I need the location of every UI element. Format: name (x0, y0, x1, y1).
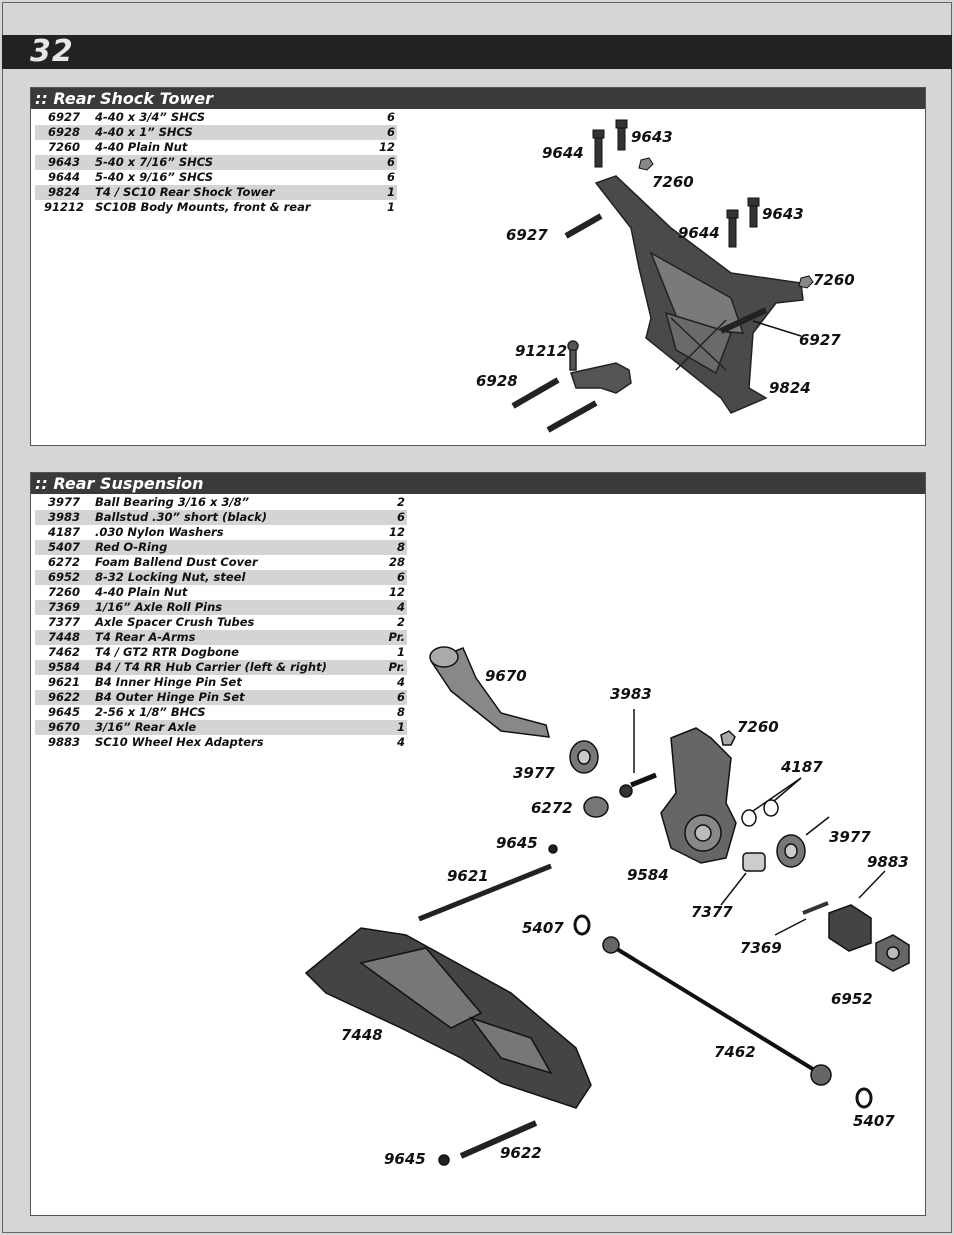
callout-label: 9643 (762, 205, 804, 223)
part-number: 9824 (35, 185, 93, 200)
callout-label: 6927 (799, 331, 841, 349)
lock-nut-part (876, 935, 909, 971)
callout-label: 91212 (515, 342, 568, 360)
part-quantity: 1 (386, 200, 395, 214)
callout-label: 9670 (485, 667, 527, 685)
callout-label: 6927 (506, 226, 548, 244)
part-number: 7260 (47, 140, 80, 154)
part-description: 4-40 Plain Nut (95, 140, 188, 154)
part-quantity: 2 (396, 615, 405, 629)
hub-carrier-part (661, 728, 736, 863)
callout-label: 7260 (813, 271, 855, 289)
part-quantity: 6 (345, 155, 397, 170)
part-number: 7377 (47, 615, 80, 629)
part-number: 4187 (47, 525, 80, 539)
callout-label: 9644 (678, 224, 720, 242)
part-description: Red O-Ring (93, 540, 365, 555)
part-number: 3977 (47, 495, 80, 509)
page-header-bar (2, 35, 952, 69)
rear-suspension-panel (30, 472, 926, 1216)
body-mount-part (568, 341, 631, 393)
part-number: 9883 (47, 735, 80, 749)
bearing-part (777, 835, 805, 867)
part-number: 7260 (47, 585, 80, 599)
part-description: B4 Outer Hinge Pin Set (93, 690, 365, 705)
rear-axle-part (430, 647, 549, 737)
part-description: T4 / GT2 RTR Dogbone (95, 645, 239, 659)
part-quantity: 4 (365, 600, 407, 615)
callout-label: 9824 (769, 379, 811, 397)
callout-label: 7260 (737, 718, 779, 736)
callout-label: 5407 (853, 1112, 895, 1130)
part-description: T4 / SC10 Rear Shock Tower (93, 185, 345, 200)
part-description: 4-40 x 3/4” SHCS (95, 110, 206, 124)
callout-label: 9584 (627, 866, 669, 884)
part-quantity: 28 (388, 555, 405, 569)
part-quantity: 8 (365, 540, 407, 555)
callout-label: 9643 (631, 128, 673, 146)
callout-label: 5407 (522, 919, 564, 937)
rear-shock-tower-panel (30, 87, 926, 446)
hex-adapter-part (829, 905, 871, 951)
part-description: 4-40 x 1” SHCS (93, 125, 345, 140)
callout-label: 9622 (500, 1144, 542, 1162)
part-description: Ball Bearing 3/16 x 3/8” (95, 495, 250, 509)
callout-label: 7377 (691, 903, 733, 921)
callout-label: 6272 (531, 799, 573, 817)
callout-label: 9621 (447, 867, 489, 885)
part-number: 9622 (35, 690, 93, 705)
dogbone-part (603, 937, 831, 1085)
part-quantity: Pr. (365, 630, 407, 645)
part-number: 6928 (35, 125, 93, 140)
part-quantity: 12 (388, 525, 405, 539)
part-description: 5-40 x 9/16” SHCS (95, 170, 214, 184)
callout-label: 9883 (867, 853, 909, 871)
callout-label: 9645 (384, 1150, 426, 1168)
callout-label: 9645 (496, 834, 538, 852)
callout-label: 6928 (476, 372, 518, 390)
part-description: 5-40 x 7/16” SHCS (93, 155, 345, 170)
part-description: .030 Nylon Washers (95, 525, 224, 539)
part-number: 9644 (47, 170, 80, 184)
part-quantity: 2 (396, 495, 405, 509)
part-number: 9643 (35, 155, 93, 170)
part-quantity: 6 (386, 110, 395, 124)
callout-label: 7462 (714, 1043, 756, 1061)
callout-label: 3977 (829, 828, 871, 846)
part-description: 4-40 Plain Nut (95, 585, 188, 599)
part-description: 8-32 Locking Nut, steel (93, 570, 365, 585)
part-quantity: 12 (388, 585, 405, 599)
part-description: Foam Ballend Dust Cover (95, 555, 258, 569)
part-number: 5407 (35, 540, 93, 555)
part-description: B4 Inner Hinge Pin Set (95, 675, 242, 689)
part-number: 7462 (47, 645, 80, 659)
part-quantity: 6 (386, 170, 395, 184)
part-number: 3983 (35, 510, 93, 525)
part-description: 3/16” Rear Axle (93, 720, 365, 735)
part-quantity: Pr. (365, 660, 407, 675)
rear-suspension-exploded-diagram (31, 473, 925, 1215)
section-title: :: Rear Suspension (35, 474, 204, 493)
crush-tube-part (743, 853, 765, 871)
part-number: 91212 (43, 200, 84, 214)
part-description: Ballstud .30” short (black) (93, 510, 365, 525)
part-number: 6927 (47, 110, 80, 124)
a-arm-part (306, 928, 591, 1108)
part-quantity: 1 (396, 645, 405, 659)
part-number: 7448 (35, 630, 93, 645)
part-number: 6272 (47, 555, 80, 569)
callout-label: 9644 (542, 144, 584, 162)
part-number: 6952 (35, 570, 93, 585)
part-description: B4 / T4 RR Hub Carrier (left & right) (93, 660, 365, 675)
part-description: SC10B Body Mounts, front & rear (95, 200, 311, 214)
part-quantity: 1 (365, 720, 407, 735)
callout-label: 3977 (513, 764, 555, 782)
section-title: :: Rear Shock Tower (35, 89, 213, 108)
part-number: 9670 (35, 720, 93, 735)
part-number: 9584 (35, 660, 93, 675)
part-quantity: 4 (396, 735, 405, 749)
part-quantity: 12 (378, 140, 395, 154)
callout-label: 7448 (341, 1026, 383, 1044)
callout-label: 6952 (831, 990, 873, 1008)
dust-cover-part (584, 797, 608, 817)
part-quantity: 6 (365, 570, 407, 585)
part-quantity: 6 (345, 125, 397, 140)
part-description: 2-56 x 1/8” BHCS (95, 705, 206, 719)
part-number: 7369 (35, 600, 93, 615)
callout-label: 7369 (740, 939, 782, 957)
callout-label: 4187 (781, 758, 823, 776)
ballstud-part (620, 775, 656, 797)
part-quantity: 6 (365, 690, 407, 705)
part-number: 9621 (47, 675, 80, 689)
part-description: Axle Spacer Crush Tubes (95, 615, 255, 629)
part-quantity: 8 (396, 705, 405, 719)
part-description: SC10 Wheel Hex Adapters (95, 735, 264, 749)
callout-label: 7260 (652, 173, 694, 191)
page-number: 32 (30, 34, 74, 69)
part-description: 1/16” Axle Roll Pins (93, 600, 365, 615)
callout-label: 3983 (610, 685, 652, 703)
part-quantity: 6 (365, 510, 407, 525)
part-number: 9645 (47, 705, 80, 719)
bearing-part (570, 741, 598, 773)
part-description: T4 Rear A-Arms (93, 630, 365, 645)
part-quantity: 4 (396, 675, 405, 689)
part-quantity: 1 (345, 185, 397, 200)
